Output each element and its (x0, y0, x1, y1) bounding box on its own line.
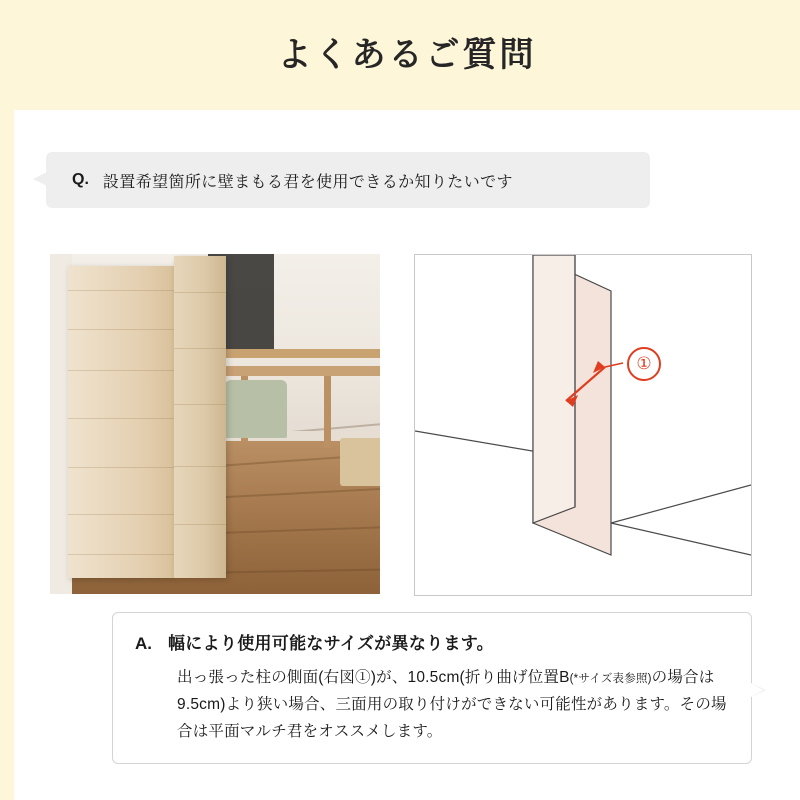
answer-label: A. (135, 634, 152, 653)
installation-photo (50, 254, 380, 594)
photo-wood-panel-front (68, 266, 174, 578)
answer-bubble (112, 612, 752, 764)
photo-bin (340, 438, 380, 486)
question-label: Q. (72, 171, 89, 188)
answer-body-part2: の場合は 9.5cm)より狭い場合、三面用の取り付けができない可能性があります。その場合は平面マルチ君をオススメします。 (177, 669, 727, 741)
photo-table (222, 366, 380, 376)
answer-body-part1: 出っ張った柱の側面(右図①)が、10.5cm(折り曲げ位置B (177, 669, 570, 686)
answer-header (135, 629, 729, 654)
measurement-diagram (414, 254, 752, 596)
question-text: 設置希望箇所に壁まもる君を使用できるか知りたいです (102, 173, 513, 191)
page-header (14, 0, 800, 110)
photo-table-leg (324, 376, 331, 448)
answer-title: 幅により使用可能なサイズが異なります。 (168, 634, 494, 653)
left-accent-bar (0, 0, 14, 800)
diagram-svg (415, 255, 751, 595)
photo-chair (225, 380, 287, 438)
photo-wood-panel-side (174, 256, 226, 578)
answer-body-note: (*サイズ表参照) (569, 673, 652, 685)
answer-body (177, 664, 729, 745)
diagram-marker-1: ① (627, 347, 661, 381)
page-title: よくあるご質問 (277, 36, 537, 74)
question-bubble (46, 152, 650, 208)
